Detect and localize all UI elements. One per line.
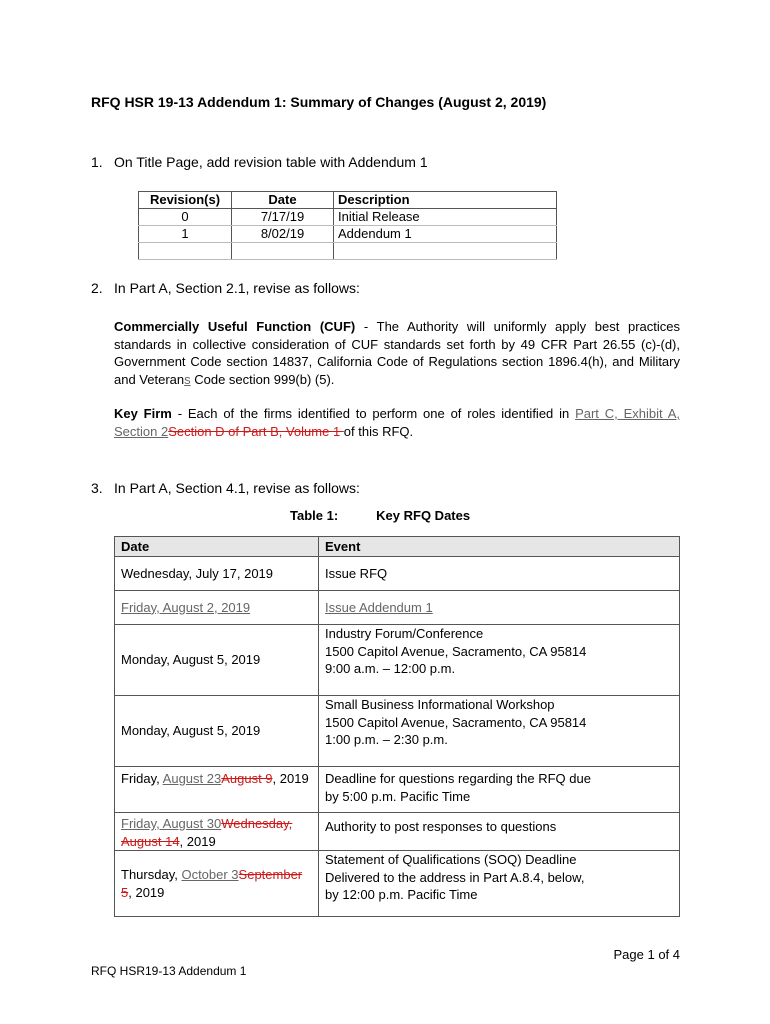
document-title: RFQ HSR 19-13 Addendum 1: Summary of Changes (August 2, 2019): [91, 94, 547, 110]
event-line: Industry Forum/Conference: [325, 626, 484, 641]
inserted-text: Issue Addendum 1: [325, 599, 433, 615]
table-row: [115, 625, 680, 696]
cell-date: [115, 591, 319, 625]
cuf-term: Commercially Useful Function (CUF): [114, 319, 356, 334]
cuf-text-b: Code section 999(b) (5).: [190, 371, 335, 387]
cell-date: Monday, August 5, 2019: [115, 625, 319, 696]
table-header-row: [115, 537, 680, 557]
deleted-text: September 5: [121, 867, 303, 900]
cell-date: [232, 243, 334, 260]
event-line: 1500 Capitol Avenue, Sacramento, CA 95814: [325, 643, 587, 659]
header-description: Description: [334, 192, 557, 209]
key-firm-text-a: - Each of the firms identified to perform one of roles identified in: [171, 406, 576, 421]
header-event: Event: [319, 537, 680, 557]
table-row: [139, 243, 557, 260]
cell-date: Wednesday, July 17, 2019: [115, 557, 319, 591]
list-item-text: In Part A, Section 4.1, revise as follows:: [114, 480, 360, 496]
cell-event: [319, 851, 680, 917]
event-line: 1500 Capitol Avenue, Sacramento, CA 95814: [325, 714, 587, 730]
date-text: , 2019: [272, 771, 309, 786]
footer-document-name: RFQ HSR19-13 Addendum 1: [91, 964, 247, 978]
table-caption: [290, 508, 470, 523]
header-date: Date: [115, 537, 319, 557]
inserted-text: October 3: [181, 867, 239, 882]
cell-event: Issue RFQ: [319, 557, 680, 591]
cell-date: [115, 767, 319, 813]
caption-label: Table 1:: [290, 508, 339, 523]
table-row: [115, 851, 680, 917]
cell-date: [115, 813, 319, 851]
cuf-text-a: - The Authority will uniformly apply best practices standards in collective consideration of CUF standards set forth by 49 CFR Part 26.55 (c)-(d), Government Code section 14837, California Code of Regulations section 1896.4(h), and Military and Veteran: [114, 319, 681, 387]
cell-description: Addendum 1: [334, 226, 557, 243]
cell-event: Authority to post responses to questions: [319, 813, 680, 851]
date-text: Thursday,: [121, 867, 182, 882]
event-line: Deadline for questions regarding the RFQ due: [325, 771, 591, 786]
table-row: [139, 226, 557, 243]
list-item-text: On Title Page, add revision table with Addendum 1: [114, 154, 428, 170]
cell-revision: 1: [139, 226, 232, 243]
list-item-3: [91, 480, 360, 496]
table-row: [115, 696, 680, 767]
inserted-text: Friday, August 30: [121, 816, 222, 831]
cell-event: [319, 696, 680, 767]
cell-revision: 0: [139, 209, 232, 226]
date-text: , 2019: [179, 833, 216, 849]
cell-event: [319, 625, 680, 696]
table-row: [115, 557, 680, 591]
inserted-text: Friday, August 2, 2019: [121, 599, 251, 615]
table-row: [115, 767, 680, 813]
deleted-text: Wednesday, August 14: [121, 816, 293, 849]
table-row: [115, 813, 680, 851]
cell-event: [319, 591, 680, 625]
event-line: Small Business Informational Workshop: [325, 697, 555, 712]
list-number: 3.: [91, 480, 103, 496]
cell-date: [115, 851, 319, 917]
list-item-text: In Part A, Section 2.1, revise as follows:: [114, 280, 360, 296]
inserted-text: s: [184, 371, 191, 387]
cell-date: Monday, August 5, 2019: [115, 696, 319, 767]
cell-date: 7/17/19: [232, 209, 334, 226]
table-row: [115, 591, 680, 625]
cell-revision: [139, 243, 232, 260]
table-row: [139, 209, 557, 226]
page-number: Page 1 of 4: [613, 947, 680, 962]
inserted-text: Part C, Exhibit A, Section 2: [114, 406, 680, 439]
date-text: Friday,: [121, 771, 163, 786]
event-line: 9:00 a.m. – 12:00 p.m.: [325, 661, 456, 676]
key-firm-text-b: of this RFQ.: [343, 423, 414, 439]
deleted-text: Section D of Part B, Volume 1: [168, 423, 344, 439]
inserted-text: August 23: [162, 771, 222, 786]
list-item-2: [91, 280, 360, 296]
event-line: by 12:00 p.m. Pacific Time: [325, 887, 478, 902]
event-line: Statement of Qualifications (SOQ) Deadline: [325, 852, 577, 867]
cell-description: Initial Release: [334, 209, 557, 226]
key-firm-definition: [114, 405, 680, 440]
revision-table: [138, 191, 557, 260]
deleted-text: August 9: [221, 771, 273, 786]
cell-date: 8/02/19: [232, 226, 334, 243]
event-line: by 5:00 p.m. Pacific Time: [325, 788, 471, 804]
header-revisions: Revision(s): [139, 192, 232, 209]
list-item-1: [91, 154, 428, 170]
key-dates-table: [114, 536, 680, 917]
key-firm-term: Key Firm: [114, 406, 172, 421]
cell-description: [334, 243, 557, 260]
event-line: Delivered to the address in Part A.8.4, below,: [325, 869, 585, 885]
cuf-definition: [114, 318, 680, 388]
list-number: 1.: [91, 154, 103, 170]
event-line: 1:00 p.m. – 2:30 p.m.: [325, 732, 448, 747]
caption-title: Key RFQ Dates: [376, 508, 471, 523]
header-date: Date: [232, 192, 334, 209]
list-number: 2.: [91, 280, 103, 296]
date-text: , 2019: [128, 884, 165, 900]
table-header-row: [139, 192, 557, 209]
cell-event: [319, 767, 680, 813]
